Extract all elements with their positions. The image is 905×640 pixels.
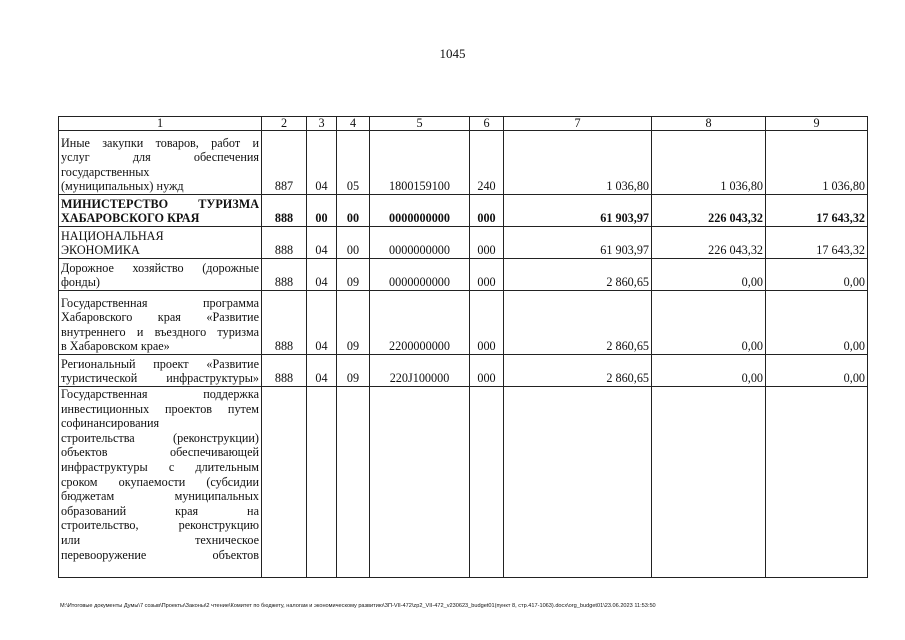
row-name-cell: [59, 195, 262, 227]
row-name-line: Государственная программа: [61, 295, 259, 310]
column-header-4: 4: [337, 117, 370, 131]
amount-col8-cell: 226 043,32: [652, 227, 766, 259]
amount-col8-cell: 226 043,32: [652, 195, 766, 227]
row-name-line: фонды): [61, 275, 100, 290]
amount-col8-cell: 0,00: [652, 259, 766, 291]
target-article-cell: [370, 387, 470, 578]
subsection-code-cell: 00: [337, 227, 370, 259]
section-code-cell: [307, 387, 337, 578]
subsection-code-cell: 05: [337, 131, 370, 195]
row-name-line: или техническое: [61, 532, 259, 547]
amount-col9-cell: 1 036,80: [766, 131, 868, 195]
page-number: 1045: [439, 46, 466, 61]
amount-col9-cell: 0,00: [766, 259, 868, 291]
row-name-line: Иные закупки товаров, работ и: [61, 135, 259, 150]
row-name-line: туристической инфраструктуры»: [61, 371, 259, 386]
budget-table: [58, 116, 868, 578]
row-name-cell: [59, 259, 262, 291]
row-name-cell: [59, 387, 262, 578]
section-code-cell: 04: [307, 227, 337, 259]
target-article-cell: 0000000000: [370, 259, 470, 291]
table-row: [59, 291, 868, 355]
column-header-6: 6: [470, 117, 504, 131]
table-row: [59, 387, 868, 578]
subsection-code-cell: 00: [337, 195, 370, 227]
table-row: [59, 131, 868, 195]
subsection-code-cell: [337, 387, 370, 578]
expense-type-cell: 000: [470, 259, 504, 291]
section-code-cell: 04: [307, 131, 337, 195]
row-name-cell: [59, 227, 262, 259]
row-name-line: государственных: [61, 164, 150, 179]
row-name-line: инвестиционных проектов путем: [61, 401, 259, 416]
section-code-cell: 00: [307, 195, 337, 227]
amount-col9-cell: 0,00: [766, 291, 868, 355]
table-header-row: [59, 117, 868, 131]
section-code-cell: 04: [307, 291, 337, 355]
row-name-line: в Хабаровском крае»: [61, 339, 170, 354]
row-name-line: строительства (реконструкции): [61, 430, 259, 445]
row-name-cell: [59, 291, 262, 355]
admin-code-cell: 888: [262, 227, 307, 259]
expense-type-cell: 000: [470, 355, 504, 387]
amount-col8-cell: [652, 387, 766, 578]
amount-col7-cell: 2 860,65: [504, 355, 652, 387]
amount-col9-cell: [766, 387, 868, 578]
row-name-line: объектов обеспечивающей: [61, 445, 259, 460]
target-article-cell: 0000000000: [370, 227, 470, 259]
amount-col8-cell: 0,00: [652, 355, 766, 387]
amount-col8-cell: 1 036,80: [652, 131, 766, 195]
table-row: [59, 355, 868, 387]
row-name-line: внутреннего и въездного туризма: [61, 324, 259, 339]
row-name-line: Хабаровского края «Развитие: [61, 310, 259, 325]
admin-code-cell: 888: [262, 195, 307, 227]
table-row: [59, 227, 868, 259]
section-code-cell: 04: [307, 259, 337, 291]
expense-type-cell: [470, 387, 504, 578]
expense-type-cell: 000: [470, 227, 504, 259]
row-name-line: образований края на: [61, 503, 259, 518]
row-name-line: инфраструктуры с длительным: [61, 459, 259, 474]
row-name-line: Региональный проект «Развитие: [61, 356, 259, 371]
amount-col8-cell: 0,00: [652, 291, 766, 355]
row-name-line: перевооружение объектов: [61, 547, 259, 562]
admin-code-cell: 888: [262, 291, 307, 355]
admin-code-cell: 888: [262, 259, 307, 291]
column-header-1: 1: [59, 117, 262, 131]
row-name-line: НАЦИОНАЛЬНАЯ: [61, 228, 164, 243]
document-footer-path: M:\Итоговые документы Думы\7 созыв\Проекты\Законы\2 чтение\Комитет по бюджету, налогам и экономическому развитию\ЗП-VII-472\zp2_VII-472_v230623_budget01(пункт 8, стр.417-1063).docx\org_budget01\23.06.2023 11:53:50: [60, 603, 656, 609]
row-name-line: МИНИСТЕРСТВО ТУРИЗМА: [61, 196, 259, 211]
row-name-line: (муниципальных) нужд: [61, 179, 184, 194]
row-name-line: софинансирования: [61, 416, 160, 431]
row-name-line: строительство, реконструкцию: [61, 518, 259, 533]
row-name-line: бюджетам муниципальных: [61, 489, 259, 504]
amount-col9-cell: 0,00: [766, 355, 868, 387]
table-row: [59, 259, 868, 291]
table-row: [59, 195, 868, 227]
row-name-line: сроком окупаемости (субсидии: [61, 474, 259, 489]
subsection-code-cell: 09: [337, 291, 370, 355]
row-name-line: ХАБАРОВСКОГО КРАЯ: [61, 211, 200, 226]
admin-code-cell: 887: [262, 131, 307, 195]
row-name-cell: [59, 355, 262, 387]
target-article-cell: 2200000000: [370, 291, 470, 355]
target-article-cell: 1800159100: [370, 131, 470, 195]
expense-type-cell: 000: [470, 195, 504, 227]
admin-code-cell: [262, 387, 307, 578]
subsection-code-cell: 09: [337, 355, 370, 387]
expense-type-cell: 240: [470, 131, 504, 195]
amount-col7-cell: 61 903,97: [504, 227, 652, 259]
target-article-cell: 220J100000: [370, 355, 470, 387]
amount-col7-cell: [504, 387, 652, 578]
amount-col9-cell: 17 643,32: [766, 227, 868, 259]
column-header-3: 3: [307, 117, 337, 131]
column-header-7: 7: [504, 117, 652, 131]
row-name-line: услуг для обеспечения: [61, 150, 259, 165]
row-name-line: ЭКОНОМИКА: [61, 243, 140, 258]
column-header-8: 8: [652, 117, 766, 131]
row-name-line: Государственная поддержка: [61, 387, 259, 401]
row-name-line: Дорожное хозяйство (дорожные: [61, 260, 259, 275]
column-header-5: 5: [370, 117, 470, 131]
amount-col7-cell: 2 860,65: [504, 291, 652, 355]
expense-type-cell: 000: [470, 291, 504, 355]
column-header-2: 2: [262, 117, 307, 131]
target-article-cell: 0000000000: [370, 195, 470, 227]
amount-col7-cell: 2 860,65: [504, 259, 652, 291]
amount-col7-cell: 1 036,80: [504, 131, 652, 195]
column-header-9: 9: [766, 117, 868, 131]
admin-code-cell: 888: [262, 355, 307, 387]
amount-col7-cell: 61 903,97: [504, 195, 652, 227]
amount-col9-cell: 17 643,32: [766, 195, 868, 227]
row-name-cell: [59, 131, 262, 195]
section-code-cell: 04: [307, 355, 337, 387]
subsection-code-cell: 09: [337, 259, 370, 291]
